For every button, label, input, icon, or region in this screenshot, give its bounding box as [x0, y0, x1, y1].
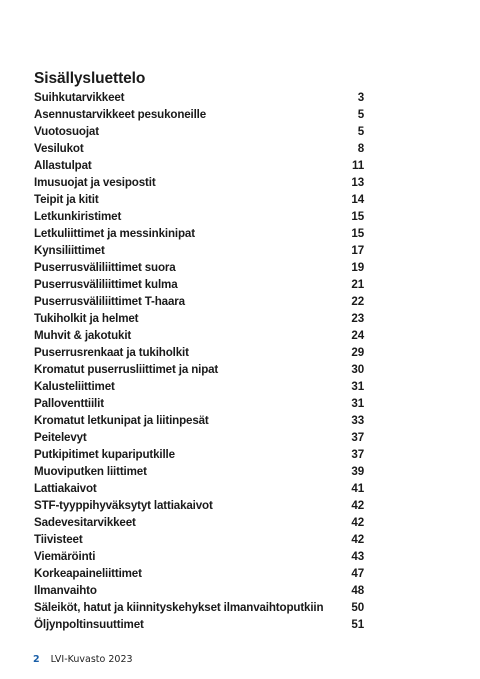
toc-entry-page: 5: [357, 125, 364, 139]
toc-entry-label: Muoviputken liittimet: [34, 465, 147, 479]
toc-entry-label: Puserrusrenkaat ja tukiholkit: [34, 346, 189, 360]
toc-entry[interactable]: [34, 259, 364, 276]
toc-entry-label: Asennustarvikkeet pesukoneille: [34, 108, 207, 122]
toc-entry-page: 22: [351, 295, 364, 309]
toc-entry-label: Tiivisteet: [34, 533, 83, 547]
toc-entry[interactable]: [34, 480, 364, 497]
toc-entry-label: Suihkutarvikkeet: [34, 91, 125, 104]
toc-entry[interactable]: [34, 582, 364, 599]
toc-entry[interactable]: [34, 293, 364, 310]
footer-page-number: 2: [33, 654, 40, 665]
toc-entry-page: 37: [351, 448, 364, 462]
toc-entry[interactable]: [34, 514, 364, 531]
toc-entry-page: 24: [351, 329, 364, 343]
toc-entry[interactable]: [34, 89, 364, 106]
toc-entry[interactable]: [34, 208, 364, 225]
toc-entry-label: Puserrusväliliittimet kulma: [34, 278, 178, 292]
toc-entry[interactable]: [34, 446, 364, 463]
toc-entry-label: Lattiakaivot: [34, 482, 97, 496]
toc-entry-page: 50: [351, 601, 364, 615]
toc-entry-label: Korkeapaineliittimet: [34, 567, 142, 581]
footer-publication-title: LVI-Kuvasto 2023: [50, 654, 133, 665]
toc-entry[interactable]: [34, 616, 364, 633]
toc-entry-page: 48: [351, 584, 364, 598]
toc-entry[interactable]: [34, 276, 364, 293]
toc-title: Sisällysluettelo: [34, 70, 146, 87]
toc-entry[interactable]: [34, 361, 364, 378]
toc-entry[interactable]: [34, 531, 364, 548]
toc-entry-label: Letkuliittimet ja messinkinipat: [34, 227, 195, 241]
toc-entry-page: 31: [351, 380, 364, 394]
toc-entry-page: 42: [351, 499, 364, 513]
toc-entry-page: 37: [351, 431, 364, 445]
table-of-contents: [34, 89, 364, 634]
toc-entry-page: 23: [351, 312, 364, 326]
toc-entry[interactable]: [34, 242, 364, 259]
toc-entry-label: Puserrusväliliittimet T-haara: [34, 295, 185, 309]
toc-entry-page: 14: [351, 193, 364, 207]
toc-entry-page: 31: [351, 397, 364, 411]
toc-entry-page: 41: [351, 482, 364, 496]
toc-entry-page: 51: [351, 618, 364, 632]
toc-entry[interactable]: [34, 463, 364, 480]
toc-entry[interactable]: [34, 344, 364, 361]
toc-entry-label: Kalusteliittimet: [34, 380, 115, 394]
toc-entry-label: STF-tyyppihyväksytyt lattiakaivot: [34, 499, 213, 513]
toc-entry-page: 29: [351, 346, 364, 360]
toc-entry-page: 19: [351, 261, 364, 275]
toc-entry[interactable]: [34, 310, 364, 327]
toc-entry-page: 33: [351, 414, 364, 428]
page-footer: [33, 654, 133, 665]
toc-entry-page: 15: [351, 227, 364, 241]
toc-entry-page: 3: [357, 91, 364, 104]
toc-entry[interactable]: [34, 191, 364, 208]
toc-entry[interactable]: [34, 412, 364, 429]
toc-entry-label: Teipit ja kitit: [34, 193, 99, 207]
toc-entry-label: Vuotosuojat: [34, 125, 99, 139]
toc-entry[interactable]: [34, 599, 364, 616]
toc-entry[interactable]: [34, 225, 364, 242]
toc-entry-label: Vesilukot: [34, 142, 84, 156]
toc-entry-label: Muhvit & jakotukit: [34, 329, 132, 343]
toc-entry-page: 5: [357, 108, 364, 122]
toc-entry[interactable]: [34, 106, 364, 123]
toc-entry-label: Kynsiliittimet: [34, 244, 105, 258]
toc-entry-page: 30: [351, 363, 364, 377]
toc-entry[interactable]: [34, 548, 364, 565]
toc-entry-label: Ilmanvaihto: [34, 584, 97, 598]
toc-entry-page: 42: [351, 533, 364, 547]
toc-entry-page: 43: [351, 550, 364, 564]
toc-entry[interactable]: [34, 157, 364, 174]
toc-entry-label: Kromatut puserrusliittimet ja nipat: [34, 363, 219, 377]
toc-entry-page: 15: [351, 210, 364, 224]
toc-entry-label: Öljynpoltinsuuttimet: [34, 618, 144, 632]
toc-entry[interactable]: [34, 497, 364, 514]
toc-entry-label: Sadevesitarvikkeet: [34, 516, 136, 530]
toc-entry[interactable]: [34, 327, 364, 344]
toc-entry-page: 13: [351, 176, 364, 190]
toc-entry[interactable]: [34, 429, 364, 446]
toc-entry-label: Imusuojat ja vesipostit: [34, 176, 156, 190]
toc-entry-page: 42: [351, 516, 364, 530]
toc-entry-label: Peitelevyt: [34, 431, 87, 445]
toc-entry[interactable]: [34, 123, 364, 140]
toc-entry-page: 11: [352, 159, 364, 173]
toc-entry-label: Säleiköt, hatut ja kiinnityskehykset ilmanvaihtoputkiin: [34, 601, 324, 615]
toc-entry-page: 21: [351, 278, 364, 292]
toc-entry-label: Kromatut letkunipat ja liitinpesät: [34, 414, 209, 428]
toc-entry-label: Viemäröinti: [34, 550, 96, 564]
toc-entry-label: Allastulpat: [34, 159, 92, 173]
toc-entry-label: Palloventtiilit: [34, 397, 104, 411]
toc-entry-page: 17: [351, 244, 364, 258]
toc-entry-page: 8: [357, 142, 364, 156]
toc-entry[interactable]: [34, 395, 364, 412]
toc-entry-label: Putkipitimet kupariputkille: [34, 448, 175, 462]
toc-entry-page: 39: [351, 465, 364, 479]
toc-entry-label: Puserrusväliliittimet suora: [34, 261, 176, 275]
toc-entry-label: Letkunkiristimet: [34, 210, 122, 224]
toc-entry-label: Tukiholkit ja helmet: [34, 312, 139, 326]
toc-entry[interactable]: [34, 174, 364, 191]
toc-entry-page: 47: [351, 567, 364, 581]
toc-entry[interactable]: [34, 140, 364, 157]
toc-entry[interactable]: [34, 378, 364, 395]
toc-entry[interactable]: [34, 565, 364, 582]
